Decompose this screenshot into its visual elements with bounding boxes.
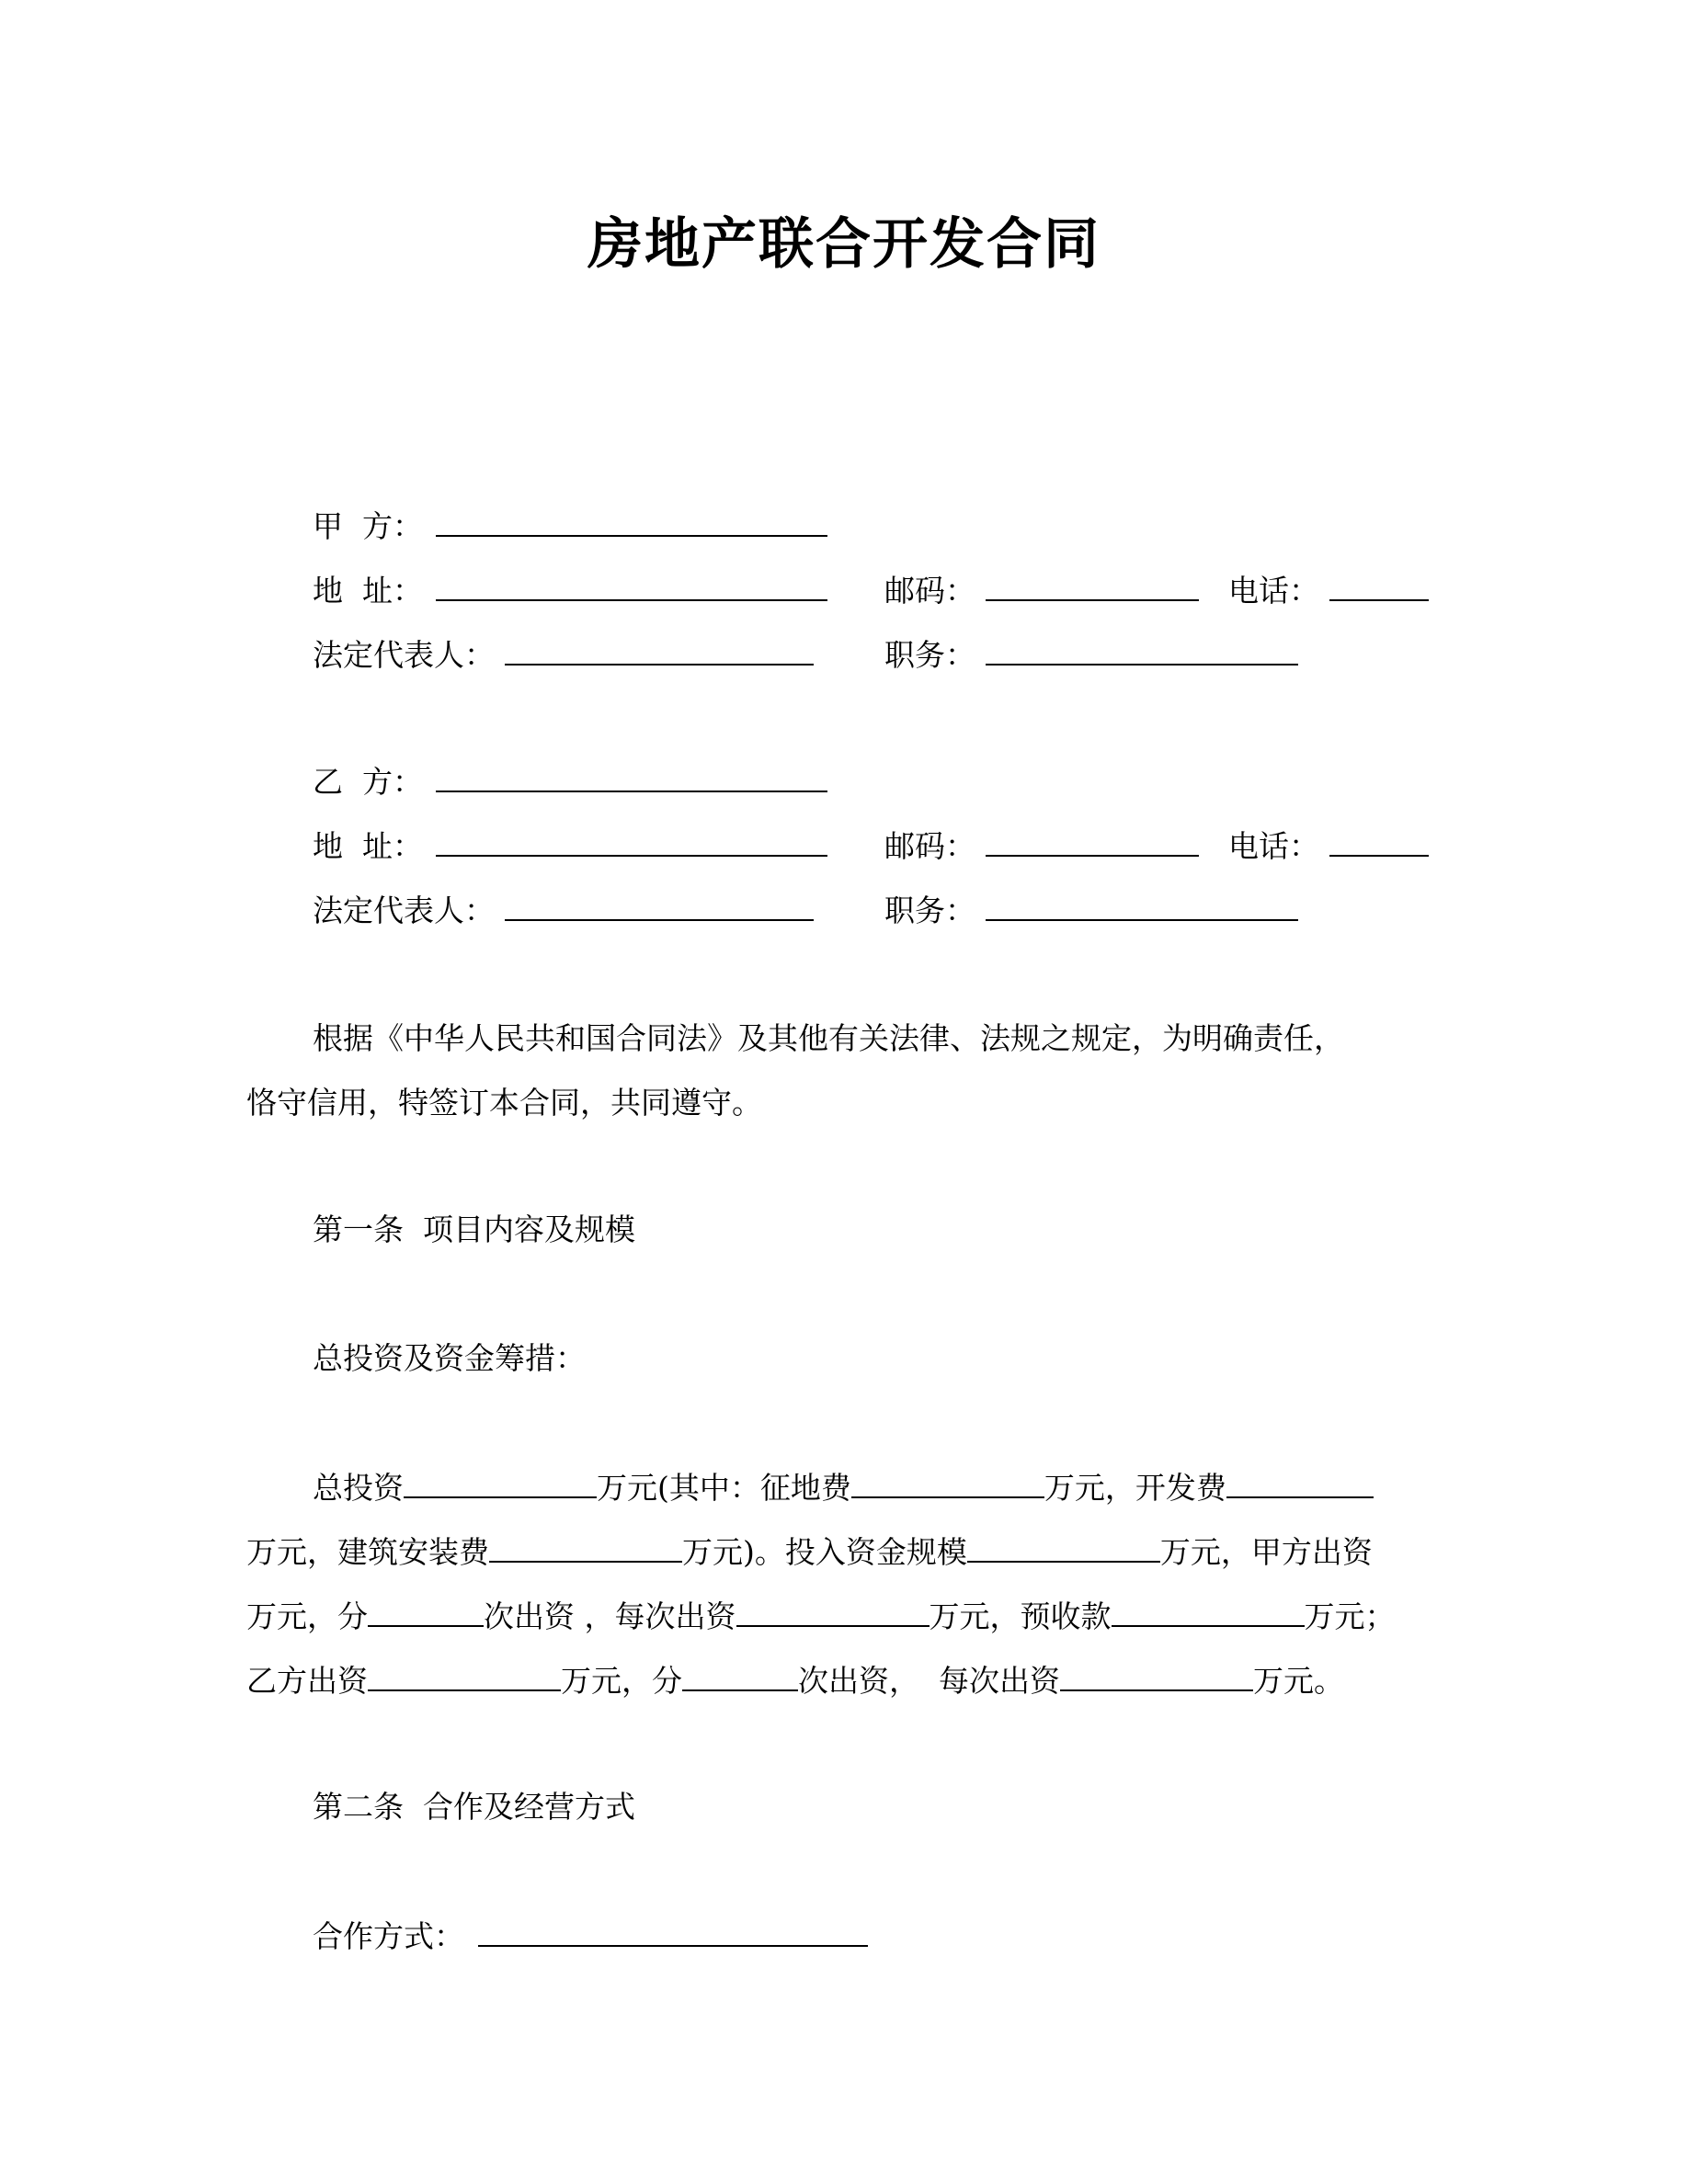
party-a-address-row bbox=[313, 572, 827, 609]
text: 万元； bbox=[1304, 1598, 1396, 1634]
party-a-phone-field[interactable] bbox=[1329, 572, 1429, 601]
party-b-phone-field[interactable] bbox=[1329, 827, 1429, 857]
party-b-legal-rep-field[interactable] bbox=[505, 892, 814, 921]
party-b-phone-row bbox=[1228, 827, 1429, 865]
text: 万元，预收款 bbox=[929, 1598, 1112, 1634]
investment-line-2 bbox=[246, 1533, 1373, 1571]
party-a-address-label: 地 址： bbox=[313, 573, 423, 609]
party-a-phone-row bbox=[1228, 572, 1429, 609]
preamble-line-1: 根据《中华人民共和国合同法》及其他有关法律、法规之规定，为明确责任， bbox=[313, 1020, 1344, 1056]
document-title: 房地产联合开发合同 bbox=[587, 212, 1101, 277]
preamble-line-2: 恪守信用，特签订本合同，共同遵守。 bbox=[246, 1085, 762, 1120]
advance-receipt-field[interactable] bbox=[1112, 1598, 1305, 1627]
party-b-postcode-row bbox=[884, 827, 1199, 865]
total-investment-field[interactable] bbox=[404, 1469, 597, 1498]
party-a-phone-label: 电话： bbox=[1228, 573, 1319, 609]
party-b-position-field[interactable] bbox=[986, 892, 1298, 921]
text: 次出资 ，每次出资 bbox=[484, 1598, 736, 1634]
party-b-address-label: 地 址： bbox=[313, 828, 423, 864]
party-a-postcode-row bbox=[884, 572, 1199, 609]
text: 万元，分 bbox=[561, 1663, 682, 1699]
cooperation-label: 合作方式： bbox=[313, 1918, 464, 1954]
party-a-row bbox=[313, 507, 827, 545]
article-2-heading: 第二条 合作及经营方式 bbox=[313, 1789, 635, 1825]
text: 万元，开发费 bbox=[1044, 1470, 1226, 1506]
party-a-address-field[interactable] bbox=[436, 572, 827, 601]
party-a-postcode-field[interactable] bbox=[986, 572, 1199, 601]
text: 万元，甲方出资 bbox=[1159, 1534, 1373, 1570]
investment-line-4 bbox=[246, 1662, 1344, 1700]
text: 总投资 bbox=[313, 1470, 404, 1506]
party-a-field[interactable] bbox=[436, 507, 827, 537]
party-b-legal-rep-row bbox=[313, 892, 814, 929]
party-b-postcode-label: 邮码： bbox=[884, 828, 975, 864]
construction-fee-field[interactable] bbox=[489, 1533, 682, 1563]
investment-line-3 bbox=[246, 1598, 1396, 1635]
land-fee-field[interactable] bbox=[851, 1469, 1044, 1498]
party-b-legal-rep-label: 法定代表人： bbox=[313, 893, 495, 928]
development-fee-field[interactable] bbox=[1226, 1469, 1374, 1498]
article-1-subheading: 总投资及资金筹措： bbox=[313, 1340, 586, 1376]
party-b-position-label: 职务： bbox=[884, 893, 975, 928]
party-b-address-row bbox=[313, 827, 827, 865]
party-a-legal-rep-label: 法定代表人： bbox=[313, 637, 495, 673]
party-a-label: 甲 方： bbox=[313, 508, 423, 544]
text: 万元(其中：征地费 bbox=[597, 1470, 851, 1506]
party-b-field[interactable] bbox=[436, 763, 827, 792]
text: 万元，建筑安装费 bbox=[246, 1534, 489, 1570]
text: 次出资， 每次出资 bbox=[798, 1663, 1060, 1699]
party-a-postcode-label: 邮码： bbox=[884, 573, 975, 609]
text: 万元)。投入资金规模 bbox=[682, 1534, 967, 1570]
party-a-legal-rep-field[interactable] bbox=[505, 636, 814, 665]
party-b-address-field[interactable] bbox=[436, 827, 827, 857]
party-a-position-field[interactable] bbox=[986, 636, 1298, 665]
party-b-position-row bbox=[884, 892, 1298, 929]
party-a-position-row bbox=[884, 636, 1298, 674]
article-1-heading: 第一条 项目内容及规模 bbox=[313, 1211, 635, 1247]
party-b-postcode-field[interactable] bbox=[986, 827, 1199, 857]
investment-scale-field[interactable] bbox=[967, 1533, 1160, 1563]
cooperation-field[interactable] bbox=[478, 1917, 868, 1947]
party-b-investment-field[interactable] bbox=[368, 1662, 561, 1691]
party-b-per-installment-field[interactable] bbox=[1060, 1662, 1253, 1691]
party-a-legal-rep-row bbox=[313, 636, 814, 674]
party-b-row bbox=[313, 763, 827, 801]
party-b-phone-label: 电话： bbox=[1228, 828, 1319, 864]
cooperation-row bbox=[313, 1917, 868, 1955]
text: 万元。 bbox=[1252, 1663, 1344, 1699]
investment-line-1 bbox=[313, 1469, 1374, 1507]
party-a-installments-field[interactable] bbox=[368, 1598, 484, 1627]
party-b-installments-field[interactable] bbox=[682, 1662, 798, 1691]
party-a-per-installment-field[interactable] bbox=[736, 1598, 930, 1627]
party-a-position-label: 职务： bbox=[884, 637, 975, 673]
party-b-label: 乙 方： bbox=[313, 764, 423, 800]
text: 万元，分 bbox=[246, 1598, 368, 1634]
text: 乙方出资 bbox=[246, 1663, 368, 1699]
